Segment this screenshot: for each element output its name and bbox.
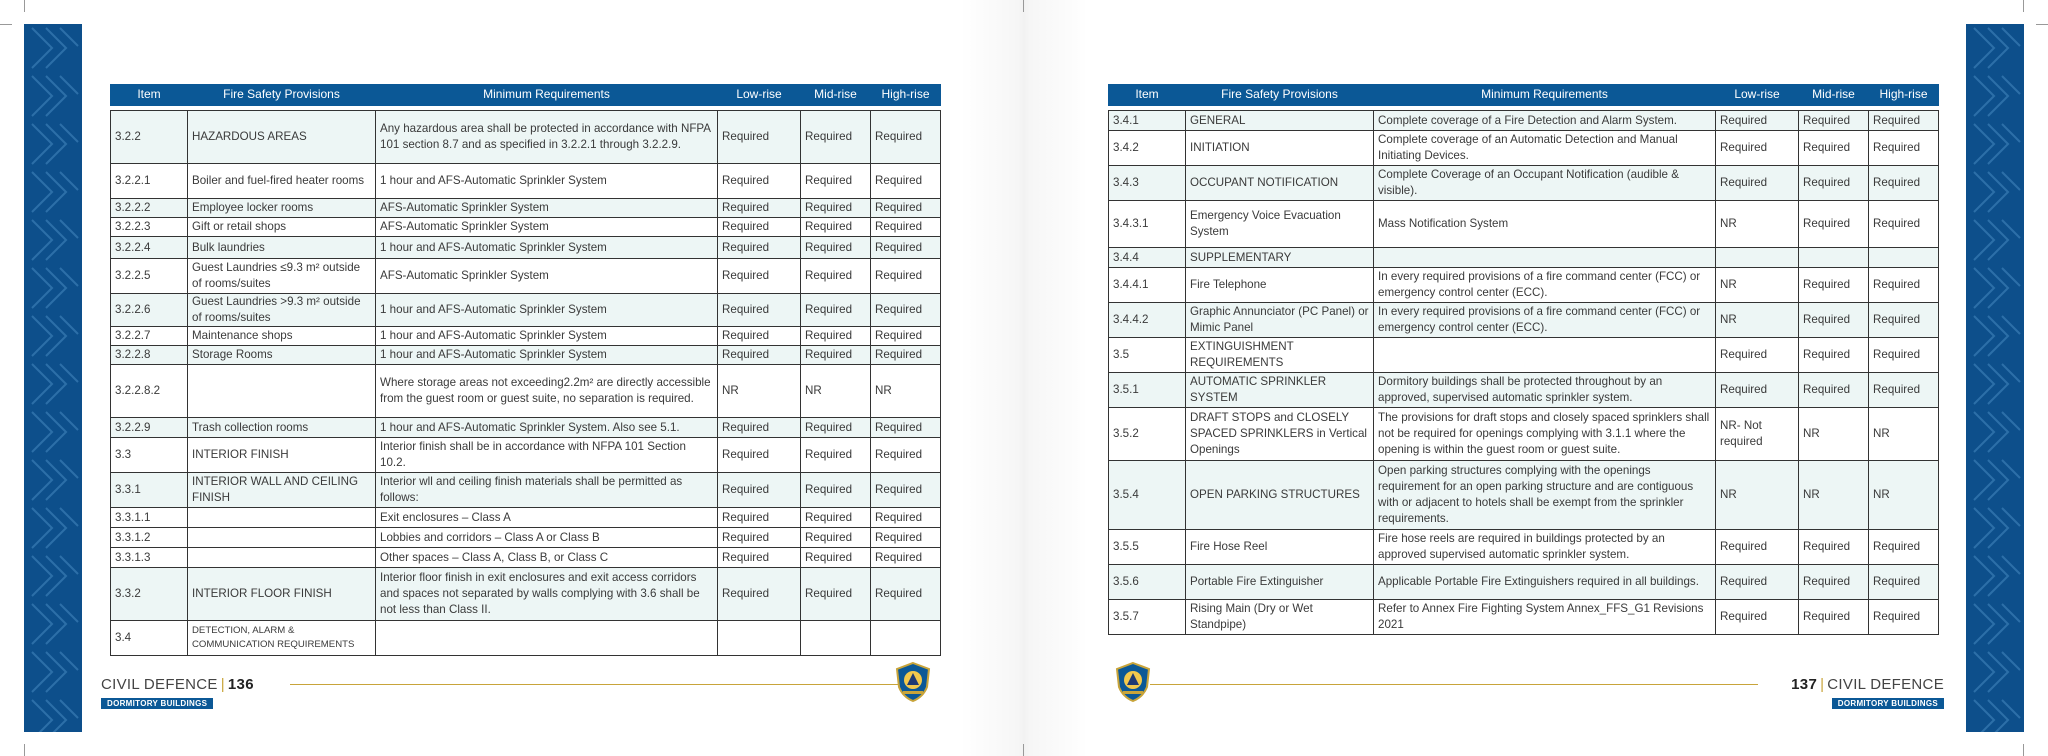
cell-item: 3.2.2.1: [111, 164, 188, 199]
cell-high-rise: Required: [871, 259, 941, 294]
cell-provision: Trash collection rooms: [188, 418, 376, 438]
cell-high-rise: [871, 621, 941, 656]
cell-mid-rise: Required: [801, 164, 871, 199]
cell-low-rise: [1716, 248, 1799, 268]
cell-high-rise: Required: [871, 508, 941, 528]
table-row: [111, 346, 941, 365]
table-row: [111, 237, 941, 259]
gutter-shadow: [960, 0, 1088, 756]
table-row: [111, 164, 941, 199]
civil-defence-emblem: [1113, 661, 1153, 708]
cell-provision: INTERIOR WALL AND CEILING FINISH: [188, 473, 376, 508]
shield-emblem-icon: [1113, 661, 1153, 703]
col-header-provisions: Fire Safety Provisions: [1186, 85, 1374, 106]
cell-high-rise: Required: [1869, 131, 1939, 166]
cell-mid-rise: Required: [1799, 600, 1869, 635]
cell-mid-rise: Required: [801, 327, 871, 346]
cell-provision: Gift or retail shops: [188, 218, 376, 237]
cell-requirement: [1374, 338, 1716, 373]
footer-brand-name: CIVIL DEFENCE: [101, 676, 218, 693]
table-row: [1109, 600, 1939, 635]
cell-provision: Guest Laundries >9.3 m² outside of rooms/suites: [188, 294, 376, 327]
cell-requirement: In every required provisions of a fire command center (FCC) or emergency control center (ECC).: [1374, 268, 1716, 303]
cell-provision: Guest Laundries ≤9.3 m² outside of rooms/suites: [188, 259, 376, 294]
cell-item: 3.3: [111, 438, 188, 473]
cell-high-rise: Required: [871, 218, 941, 237]
cell-provision: EXTINGUISHMENT REQUIREMENTS: [1186, 338, 1374, 373]
cell-mid-rise: Required: [801, 418, 871, 438]
crop-mark: [1023, 0, 1024, 12]
cell-requirement: Fire hose reels are required in buildings protected by an approved supervised automatic sprinkler system.: [1374, 530, 1716, 565]
cell-mid-rise: Required: [1799, 268, 1869, 303]
cell-requirement: Complete Coverage of an Occupant Notification (audible & visible).: [1374, 166, 1716, 201]
table-row: [1109, 408, 1939, 461]
cell-requirement: Where storage areas not exceeding2.2m² are directly accessible from the guest room or guest suite, no separation is required.: [376, 365, 718, 418]
cell-provision: Bulk laundries: [188, 237, 376, 259]
cell-requirement: Interior floor finish in exit enclosures and exit access corridors and spaces not separated by walls complying with 3.6 shall be not less than Class II.: [376, 568, 718, 621]
cell-mid-rise: [801, 621, 871, 656]
cell-low-rise: NR: [1716, 201, 1799, 248]
cell-high-rise: Required: [1869, 111, 1939, 131]
table-row: [111, 327, 941, 346]
cell-requirement: AFS-Automatic Sprinkler System: [376, 199, 718, 218]
table-row: [111, 218, 941, 237]
cell-requirement: The provisions for draft stops and closely spaced sprinklers shall not be required for openings complying with 3.1.1 where the opening is within the guest room or guest suite.: [1374, 408, 1716, 461]
cell-high-rise: Required: [871, 237, 941, 259]
cell-requirement: Applicable Portable Fire Extinguishers required in all buildings.: [1374, 565, 1716, 600]
cell-item: 3.4.3: [1109, 166, 1186, 201]
cell-item: 3.4.4.2: [1109, 303, 1186, 338]
shield-emblem-icon: [893, 661, 933, 703]
cell-high-rise: Required: [1869, 373, 1939, 408]
cell-low-rise: Required: [718, 508, 801, 528]
cell-mid-rise: Required: [801, 346, 871, 365]
cell-requirement: AFS-Automatic Sprinkler System: [376, 218, 718, 237]
page-number: 136: [227, 676, 254, 693]
table-row: [111, 259, 941, 294]
table-row: [111, 365, 941, 418]
cell-low-rise: Required: [1716, 530, 1799, 565]
cell-high-rise: NR: [1869, 461, 1939, 530]
fire-safety-table-left: [110, 84, 941, 656]
table-row: [1109, 461, 1939, 530]
cell-item: 3.2.2.5: [111, 259, 188, 294]
cell-provision: Boiler and fuel-fired heater rooms: [188, 164, 376, 199]
cell-mid-rise: Required: [801, 218, 871, 237]
cell-provision: DETECTION, ALARM & COMMUNICATION REQUIREMENTS: [188, 621, 376, 656]
cell-high-rise: Required: [871, 473, 941, 508]
table-row: [1109, 268, 1939, 303]
cell-item: 3.5.5: [1109, 530, 1186, 565]
cell-item: 3.2.2.4: [111, 237, 188, 259]
cell-mid-rise: NR: [801, 365, 871, 418]
table-row: [111, 294, 941, 327]
cell-item: 3.2.2.3: [111, 218, 188, 237]
cell-low-rise: Required: [718, 473, 801, 508]
cell-high-rise: Required: [871, 327, 941, 346]
cell-high-rise: Required: [1869, 268, 1939, 303]
cell-low-rise: NR- Not required: [1716, 408, 1799, 461]
cell-provision: DRAFT STOPS and CLOSELY SPACED SPRINKLERS in Vertical Openings: [1186, 408, 1374, 461]
cell-low-rise: Required: [718, 218, 801, 237]
table-row: [1109, 201, 1939, 248]
table-row: [1109, 166, 1939, 201]
cell-item: 3.2.2: [111, 111, 188, 164]
cell-mid-rise: Required: [801, 548, 871, 568]
cell-provision: GENERAL: [1186, 111, 1374, 131]
col-header-provisions: Fire Safety Provisions: [188, 85, 376, 106]
cell-mid-rise: NR: [1799, 461, 1869, 530]
cell-low-rise: Required: [718, 548, 801, 568]
cell-item: 3.2.2.7: [111, 327, 188, 346]
cell-high-rise: Required: [871, 438, 941, 473]
cell-low-rise: Required: [718, 346, 801, 365]
fire-safety-table-right: [1108, 84, 1939, 635]
cell-mid-rise: Required: [1799, 530, 1869, 565]
civil-defence-emblem: [893, 661, 933, 708]
cell-low-rise: Required: [718, 111, 801, 164]
table-row: [111, 548, 941, 568]
footer-separator: |: [1820, 676, 1825, 693]
table-row: [1109, 131, 1939, 166]
section-badge: DORMITORY BUILDINGS: [1832, 698, 1944, 709]
cell-requirement: Interior wll and ceiling finish materials shall be permitted as follows:: [376, 473, 718, 508]
band-pattern: [1966, 24, 2024, 732]
footer-brand: [1791, 676, 1944, 693]
left-decorative-band: [24, 24, 82, 732]
footer-separator: |: [220, 676, 225, 693]
table-header-row: [1109, 85, 1939, 106]
cell-mid-rise: Required: [801, 199, 871, 218]
cell-item: 3.4: [111, 621, 188, 656]
cell-provision: [188, 508, 376, 528]
cell-item: 3.5.1: [1109, 373, 1186, 408]
cell-low-rise: Required: [1716, 373, 1799, 408]
cell-provision: Graphic Annunciator (PC Panel) or Mimic Panel: [1186, 303, 1374, 338]
cell-item: 3.4.2: [1109, 131, 1186, 166]
cell-low-rise: Required: [1716, 600, 1799, 635]
col-header-low-rise: Low-rise: [1716, 85, 1799, 106]
col-header-requirements: Minimum Requirements: [376, 85, 718, 106]
cell-low-rise: Required: [1716, 565, 1799, 600]
footer-brand: [101, 676, 254, 693]
cell-provision: Fire Telephone: [1186, 268, 1374, 303]
cell-mid-rise: Required: [801, 473, 871, 508]
cell-high-rise: NR: [871, 365, 941, 418]
cell-low-rise: NR: [718, 365, 801, 418]
cell-provision: INTERIOR FLOOR FINISH: [188, 568, 376, 621]
cell-provision: OPEN PARKING STRUCTURES: [1186, 461, 1374, 530]
cell-requirement: [376, 621, 718, 656]
footer-right: [1791, 676, 1944, 711]
cell-high-rise: Required: [871, 548, 941, 568]
cell-low-rise: Required: [718, 327, 801, 346]
cell-provision: Storage Rooms: [188, 346, 376, 365]
cell-low-rise: Required: [718, 438, 801, 473]
cell-mid-rise: NR: [1799, 408, 1869, 461]
footer-rule: [1150, 684, 1758, 685]
crop-mark: [0, 24, 12, 25]
cell-mid-rise: [1799, 248, 1869, 268]
cell-mid-rise: Required: [801, 528, 871, 548]
cell-requirement: Other spaces – Class A, Class B, or Class C: [376, 548, 718, 568]
cell-high-rise: Required: [871, 164, 941, 199]
cell-requirement: Dormitory buildings shall be protected throughout by an approved, supervised automatic sprinkler system.: [1374, 373, 1716, 408]
cell-high-rise: Required: [1869, 201, 1939, 248]
cell-low-rise: [718, 621, 801, 656]
cell-low-rise: Required: [1716, 166, 1799, 201]
cell-high-rise: Required: [871, 294, 941, 327]
cell-high-rise: Required: [871, 199, 941, 218]
cell-provision: Emergency Voice Evacuation System: [1186, 201, 1374, 248]
cell-low-rise: Required: [718, 294, 801, 327]
crop-mark: [2023, 0, 2024, 12]
cell-high-rise: Required: [871, 418, 941, 438]
col-header-mid-rise: Mid-rise: [1799, 85, 1869, 106]
cell-requirement: Any hazardous area shall be protected in accordance with NFPA 101 section 8.7 and as specified in 3.2.2.1 through 3.2.2.9.: [376, 111, 718, 164]
cell-mid-rise: Required: [1799, 131, 1869, 166]
cell-mid-rise: Required: [801, 438, 871, 473]
cell-provision: OCCUPANT NOTIFICATION: [1186, 166, 1374, 201]
cell-item: 3.3.2: [111, 568, 188, 621]
cell-provision: Employee locker rooms: [188, 199, 376, 218]
cell-high-rise: Required: [871, 346, 941, 365]
cell-mid-rise: Required: [1799, 111, 1869, 131]
table-row: [111, 508, 941, 528]
cell-high-rise: Required: [1869, 600, 1939, 635]
crop-mark: [24, 744, 25, 756]
cell-item: 3.2.2.9: [111, 418, 188, 438]
cell-mid-rise: Required: [801, 111, 871, 164]
cell-low-rise: NR: [1716, 268, 1799, 303]
crop-mark: [24, 0, 25, 12]
table-row: [111, 438, 941, 473]
cell-provision: Maintenance shops: [188, 327, 376, 346]
cell-item: 3.2.2.8: [111, 346, 188, 365]
cell-mid-rise: Required: [1799, 303, 1869, 338]
cell-high-rise: [1869, 248, 1939, 268]
cell-low-rise: NR: [1716, 461, 1799, 530]
cell-item: 3.3.1: [111, 473, 188, 508]
cell-item: 3.5.4: [1109, 461, 1186, 530]
cell-item: 3.5.6: [1109, 565, 1186, 600]
cell-requirement: In every required provisions of a fire command center (FCC) or emergency control center (ECC).: [1374, 303, 1716, 338]
page-number: 137: [1791, 676, 1818, 693]
cell-requirement: [1374, 248, 1716, 268]
cell-low-rise: Required: [718, 568, 801, 621]
cell-low-rise: Required: [718, 164, 801, 199]
table-row: [1109, 338, 1939, 373]
cell-provision: Rising Main (Dry or Wet Standpipe): [1186, 600, 1374, 635]
cell-high-rise: Required: [871, 568, 941, 621]
cell-item: 3.4.1: [1109, 111, 1186, 131]
cell-provision: SUPPLEMENTARY: [1186, 248, 1374, 268]
band-pattern: [24, 24, 82, 732]
cell-item: 3.5: [1109, 338, 1186, 373]
cell-low-rise: Required: [718, 237, 801, 259]
cell-provision: INTERIOR FINISH: [188, 438, 376, 473]
cell-requirement: AFS-Automatic Sprinkler System: [376, 259, 718, 294]
table-row: [111, 418, 941, 438]
cell-mid-rise: Required: [1799, 565, 1869, 600]
cell-low-rise: Required: [718, 259, 801, 294]
cell-high-rise: NR: [1869, 408, 1939, 461]
section-badge: DORMITORY BUILDINGS: [101, 698, 213, 709]
cell-low-rise: Required: [718, 528, 801, 548]
cell-low-rise: NR: [1716, 303, 1799, 338]
table-row: [111, 111, 941, 164]
cell-requirement: Complete coverage of an Automatic Detection and Manual Initiating Devices.: [1374, 131, 1716, 166]
cell-high-rise: Required: [1869, 338, 1939, 373]
col-header-requirements: Minimum Requirements: [1374, 85, 1716, 106]
cell-item: 3.3.1.1: [111, 508, 188, 528]
col-header-mid-rise: Mid-rise: [801, 85, 871, 106]
cell-item: 3.5.2: [1109, 408, 1186, 461]
cell-item: 3.2.2.8.2: [111, 365, 188, 418]
table-row: [111, 199, 941, 218]
cell-requirement: 1 hour and AFS-Automatic Sprinkler System: [376, 294, 718, 327]
cell-high-rise: Required: [1869, 530, 1939, 565]
cell-item: 3.2.2.6: [111, 294, 188, 327]
cell-requirement: 1 hour and AFS-Automatic Sprinkler System. Also see 5.1.: [376, 418, 718, 438]
crop-mark: [2023, 744, 2024, 756]
table-row: [111, 621, 941, 656]
cell-provision: [188, 528, 376, 548]
cell-high-rise: Required: [1869, 303, 1939, 338]
cell-item: 3.3.1.3: [111, 548, 188, 568]
cell-mid-rise: Required: [1799, 338, 1869, 373]
cell-mid-rise: Required: [801, 259, 871, 294]
cell-requirement: 1 hour and AFS-Automatic Sprinkler System: [376, 327, 718, 346]
crop-mark: [1023, 744, 1024, 756]
cell-mid-rise: Required: [1799, 166, 1869, 201]
col-header-item: Item: [111, 85, 188, 106]
cell-requirement: Refer to Annex Fire Fighting System Annex_FFS_G1 Revisions 2021: [1374, 600, 1716, 635]
cell-requirement: Interior finish shall be in accordance with NFPA 101 Section 10.2.: [376, 438, 718, 473]
cell-low-rise: Required: [718, 199, 801, 218]
table-row: [1109, 303, 1939, 338]
cell-requirement: 1 hour and AFS-Automatic Sprinkler System: [376, 237, 718, 259]
cell-item: 3.4.4: [1109, 248, 1186, 268]
table-row: [1109, 530, 1939, 565]
cell-requirement: 1 hour and AFS-Automatic Sprinkler System: [376, 346, 718, 365]
cell-provision: [188, 365, 376, 418]
table-row: [1109, 373, 1939, 408]
col-header-high-rise: High-rise: [871, 85, 941, 106]
footer-left: [101, 676, 254, 711]
cell-provision: AUTOMATIC SPRINKLER SYSTEM: [1186, 373, 1374, 408]
cell-requirement: Open parking structures complying with the openings requirement for an open parking structure and are contiguous with or adjacent to hotels shall be exempt from the sprinkler requirements.: [1374, 461, 1716, 530]
col-header-item: Item: [1109, 85, 1186, 106]
table-row: [111, 473, 941, 508]
cell-mid-rise: Required: [1799, 201, 1869, 248]
cell-provision: [188, 548, 376, 568]
cell-provision: Portable Fire Extinguisher: [1186, 565, 1374, 600]
cell-low-rise: Required: [1716, 338, 1799, 373]
cell-requirement: Exit enclosures – Class A: [376, 508, 718, 528]
cell-requirement: Mass Notification System: [1374, 201, 1716, 248]
table-row: [111, 568, 941, 621]
cell-low-rise: Required: [718, 418, 801, 438]
table-row: [1109, 248, 1939, 268]
cell-mid-rise: Required: [801, 568, 871, 621]
cell-mid-rise: Required: [801, 294, 871, 327]
cell-requirement: Complete coverage of a Fire Detection and Alarm System.: [1374, 111, 1716, 131]
cell-requirement: 1 hour and AFS-Automatic Sprinkler System: [376, 164, 718, 199]
cell-mid-rise: Required: [1799, 373, 1869, 408]
cell-item: 3.2.2.2: [111, 199, 188, 218]
table-row: [111, 528, 941, 548]
cell-low-rise: Required: [1716, 111, 1799, 131]
cell-mid-rise: Required: [801, 508, 871, 528]
cell-high-rise: Required: [1869, 565, 1939, 600]
cell-high-rise: Required: [871, 528, 941, 548]
cell-provision: HAZARDOUS AREAS: [188, 111, 376, 164]
col-header-high-rise: High-rise: [1869, 85, 1939, 106]
table-row: [1109, 111, 1939, 131]
cell-item: 3.4.3.1: [1109, 201, 1186, 248]
col-header-low-rise: Low-rise: [718, 85, 801, 106]
cell-mid-rise: Required: [801, 237, 871, 259]
cell-high-rise: Required: [1869, 166, 1939, 201]
table-row: [1109, 565, 1939, 600]
cell-low-rise: Required: [1716, 131, 1799, 166]
cell-provision: INITIATION: [1186, 131, 1374, 166]
cell-item: 3.3.1.2: [111, 528, 188, 548]
cell-requirement: Lobbies and corridors – Class A or Class B: [376, 528, 718, 548]
cell-item: 3.5.7: [1109, 600, 1186, 635]
cell-item: 3.4.4.1: [1109, 268, 1186, 303]
right-decorative-band: [1966, 24, 2024, 732]
footer-rule: [290, 684, 898, 685]
cell-provision: Fire Hose Reel: [1186, 530, 1374, 565]
cell-high-rise: Required: [871, 111, 941, 164]
crop-mark: [2036, 24, 2048, 25]
footer-brand-name: CIVIL DEFENCE: [1827, 676, 1944, 693]
table-header-row: [111, 85, 941, 106]
